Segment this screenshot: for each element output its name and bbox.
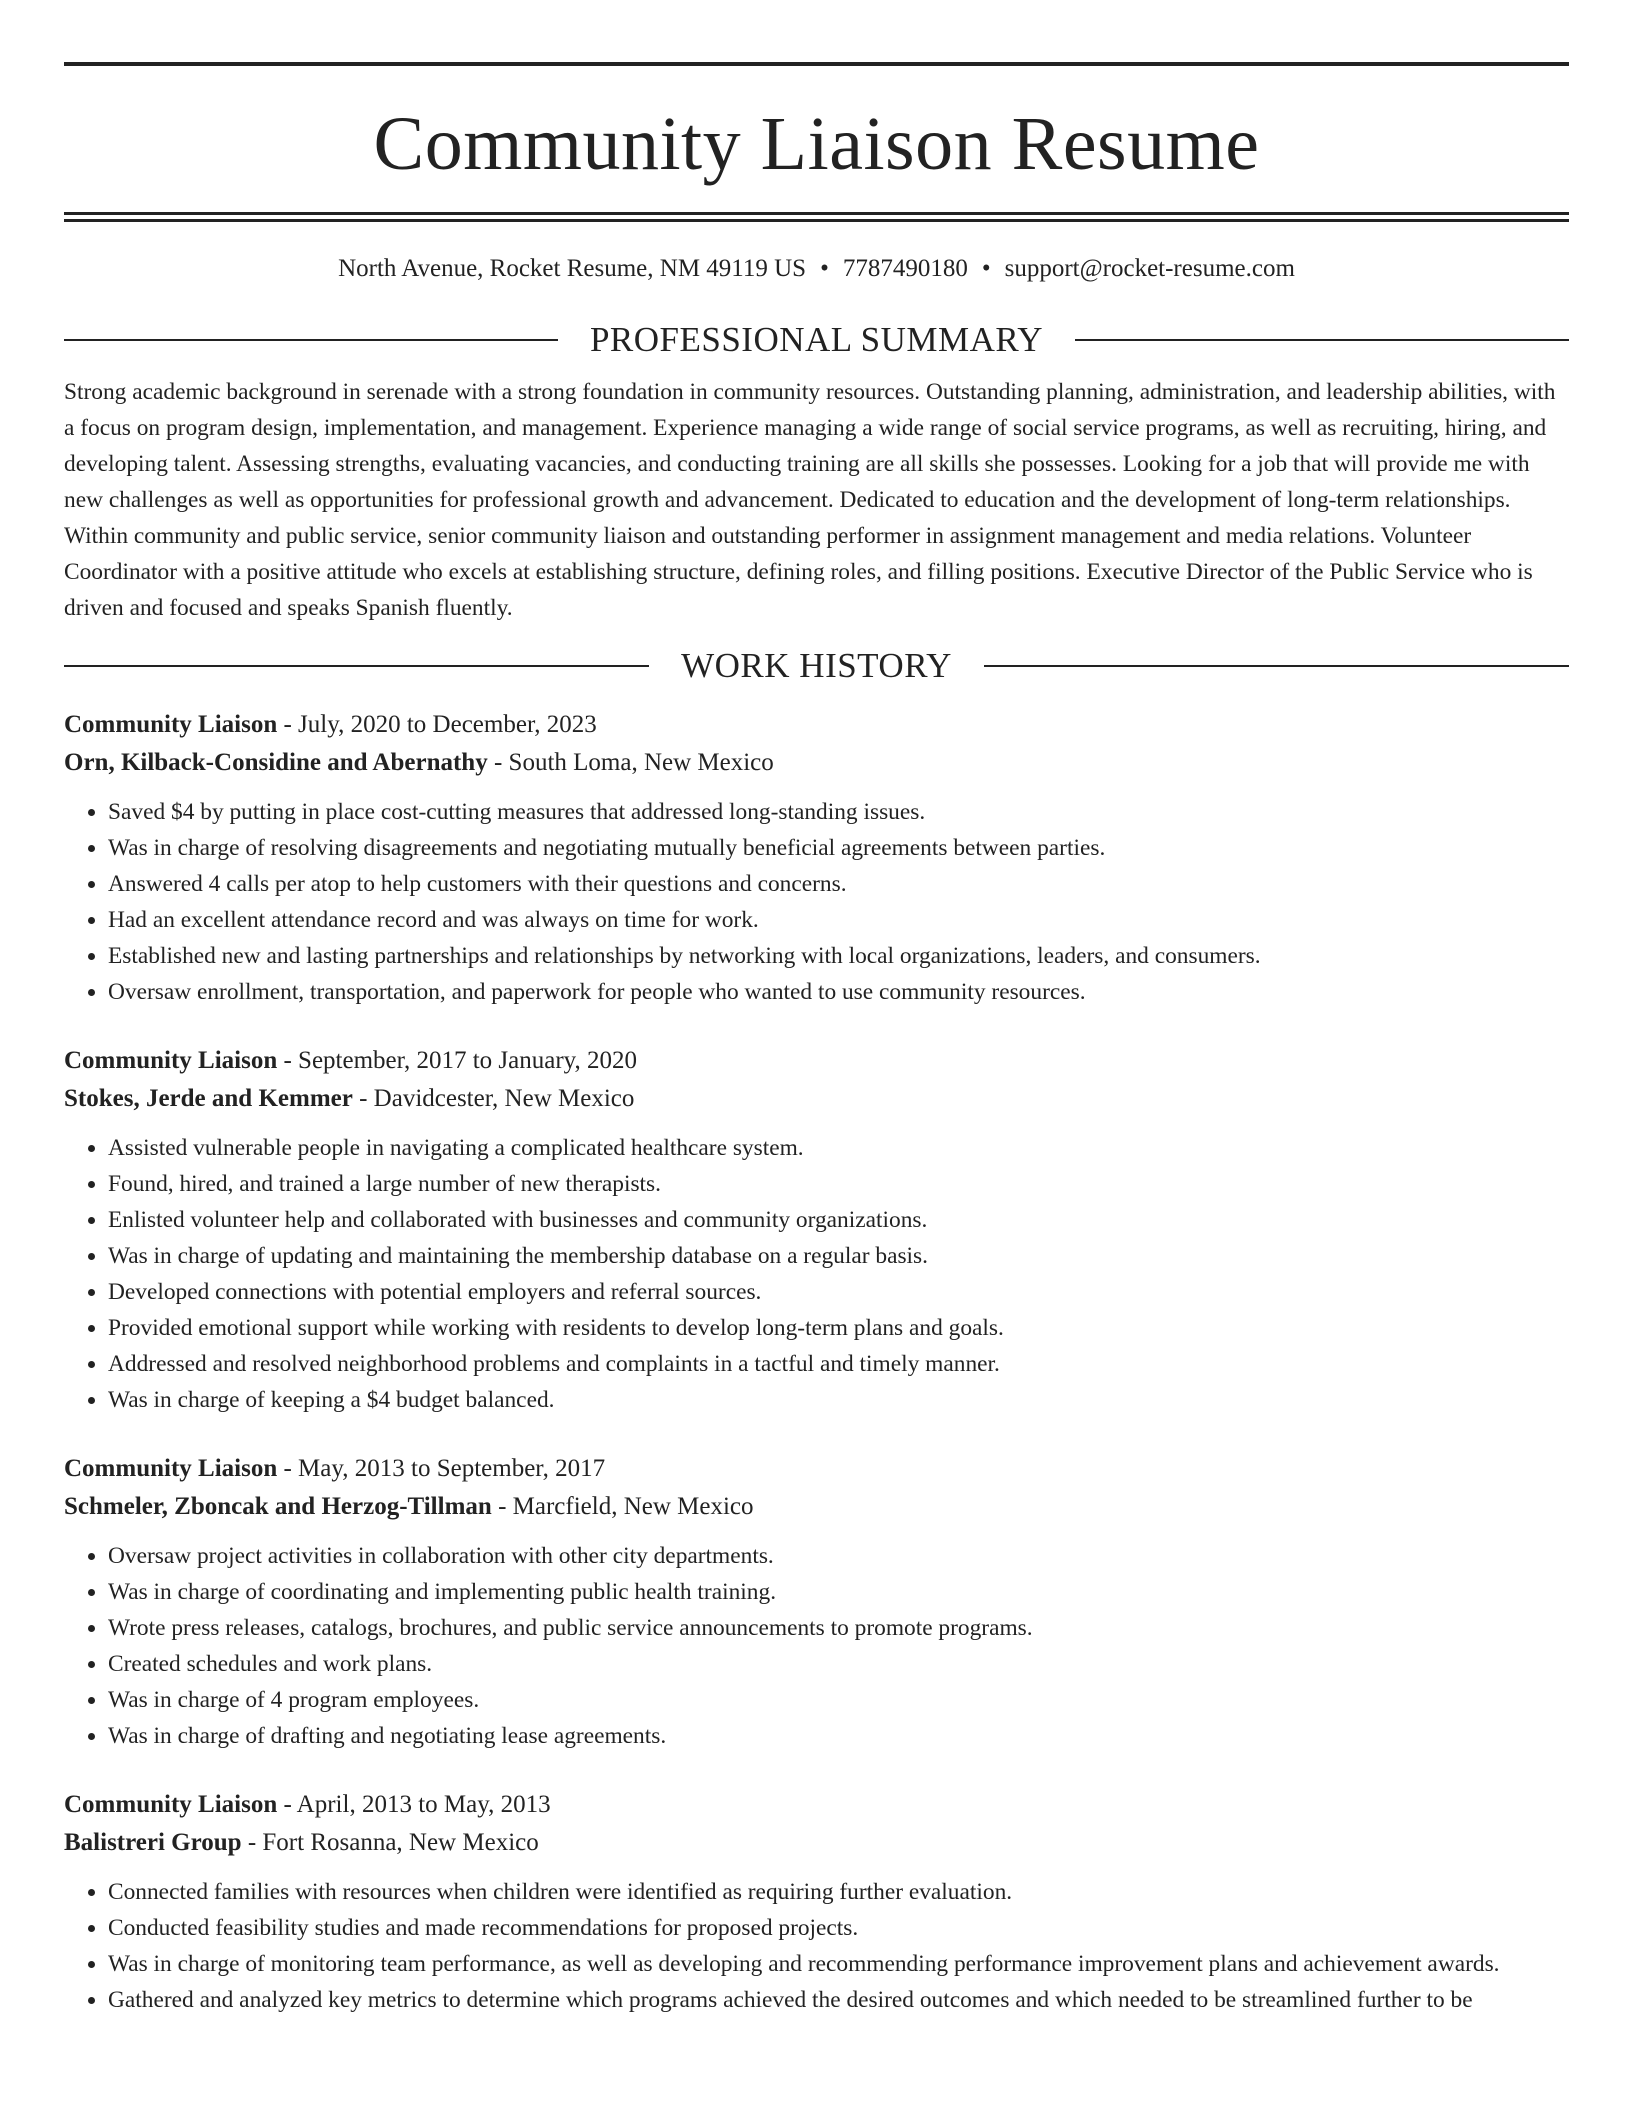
job-company-line — [64, 1080, 1569, 1118]
job-bullet: • Enlisted volunteer help and collaborated with businesses and community organizations. — [108, 1202, 1569, 1238]
summary-heading-label: PROFESSIONAL SUMMARY — [589, 320, 1044, 359]
job-bullet: • Oversaw project activities in collaboration with other city departments. — [108, 1538, 1569, 1574]
job-bullet: • Was in charge of coordinating and implementing public health training. — [108, 1574, 1569, 1610]
heading-rule-right — [984, 665, 1569, 667]
job-title: Community Liaison — [64, 1791, 278, 1818]
job-bullet: • Developed connections with potential employers and referral sources. — [108, 1274, 1569, 1310]
job-entry — [64, 1786, 1569, 2018]
job-bullet: • Saved $4 by putting in place cost-cutting measures that addressed long-standing issues. — [108, 794, 1569, 830]
heading-rule-left — [64, 665, 649, 667]
job-company-line — [64, 1488, 1569, 1526]
job-bullet: • Was in charge of resolving disagreements and negotiating mutually beneficial agreements between parties. — [108, 830, 1569, 866]
job-list — [64, 706, 1569, 2018]
job-dates: - May, 2013 to September, 2017 — [277, 1455, 606, 1482]
job-title-line — [64, 1042, 1569, 1080]
job-bullet: • Connected families with resources when children were identified as requiring further evaluation. — [108, 1874, 1569, 1910]
job-location: - South Loma, New Mexico — [487, 749, 774, 776]
job-bullet-list — [64, 1538, 1569, 1754]
job-dates: - September, 2017 to January, 2020 — [277, 1047, 638, 1074]
job-bullet-list — [64, 1874, 1569, 2018]
job-dates: - July, 2020 to December, 2023 — [277, 711, 597, 738]
heading-rule-right — [1075, 339, 1569, 341]
job-bullet: • Addressed and resolved neighborhood problems and complaints in a tactful and timely manner. — [108, 1346, 1569, 1382]
job-company: Balistreri Group — [64, 1829, 242, 1856]
job-title: Community Liaison — [64, 711, 278, 738]
job-entry — [64, 1450, 1569, 1754]
summary-text: Strong academic background in serenade with a strong foundation in community resources. Outstanding planning, administration, and leadership abilities, with a focus on program design, implementation, and management. Experience managing a wide range of social service programs, as well as recruiting, hiring, and developing talent. Assessing strengths, evaluating vacancies, and conducting training are all skills she possesses. Looking for a job that will provide me with new challenges as well as opportunities for professional growth and advancement. Dedicated to education and the development of long-term relationships. Within community and public service, senior community liaison and outstanding performer in assignment management and media relations. Volunteer Coordinator with a positive attitude who excels at establishing structure, defining roles, and filling positions. Executive Director of the Public Service who is driven and focused and speaks Spanish fluently. — [64, 379, 1556, 621]
contact-address: North Avenue, Rocket Resume, NM 49119 US — [338, 255, 807, 282]
job-bullet-list — [64, 794, 1569, 1010]
job-bullet: • Had an excellent attendance record and was always on time for work. — [108, 902, 1569, 938]
job-dates: - April, 2013 to May, 2013 — [277, 1791, 551, 1818]
job-location: - Fort Rosanna, New Mexico — [241, 1829, 539, 1856]
job-title: Community Liaison — [64, 1047, 278, 1074]
job-bullet: • Oversaw enrollment, transportation, and paperwork for people who wanted to use community resources. — [108, 974, 1569, 1010]
job-bullet: • Was in charge of monitoring team performance, as well as developing and recommending performance improvement plans and achievement awards. — [108, 1946, 1569, 1982]
contact-separator: • — [981, 255, 991, 282]
job-bullet: • Gathered and analyzed key metrics to determine which programs achieved the desired outcomes and which needed to be streamlined further to be — [108, 1982, 1569, 2018]
job-bullet: • Found, hired, and trained a large number of new therapists. — [108, 1166, 1569, 1202]
job-bullet: • Conducted feasibility studies and made recommendations for proposed projects. — [108, 1910, 1569, 1946]
job-title-line — [64, 1786, 1569, 1824]
job-entry — [64, 706, 1569, 1010]
summary-section-heading — [64, 320, 1569, 360]
job-location: - Marcfield, New Mexico — [491, 1493, 754, 1520]
job-title-line — [64, 706, 1569, 744]
contact-email: support@rocket-resume.com — [1004, 255, 1295, 282]
work-history-heading-label: WORK HISTORY — [681, 646, 952, 685]
job-bullet: • Answered 4 calls per atop to help customers with their questions and concerns. — [108, 866, 1569, 902]
job-entry — [64, 1042, 1569, 1418]
job-company-line — [64, 744, 1569, 782]
job-bullet: • Was in charge of drafting and negotiating lease agreements. — [108, 1718, 1569, 1754]
page-title: Community Liaison Resume — [373, 102, 1260, 186]
title-double-rule — [64, 212, 1569, 222]
job-bullet: • Established new and lasting partnerships and relationships by networking with local organizations, leaders, and consumers. — [108, 938, 1569, 974]
job-bullet: • Was in charge of updating and maintaining the membership database on a regular basis. — [108, 1238, 1569, 1274]
contact-line — [64, 254, 1569, 284]
job-company: Schmeler, Zboncak and Herzog-Tillman — [64, 1493, 492, 1520]
job-bullet: • Created schedules and work plans. — [108, 1646, 1569, 1682]
work-history-section-heading — [64, 646, 1569, 686]
job-title: Community Liaison — [64, 1455, 278, 1482]
job-bullet-list — [64, 1130, 1569, 1418]
job-title-line — [64, 1450, 1569, 1488]
job-bullet: • Was in charge of 4 program employees. — [108, 1682, 1569, 1718]
job-company-line — [64, 1824, 1569, 1862]
job-bullet: • Wrote press releases, catalogs, brochures, and public service announcements to promote programs. — [108, 1610, 1569, 1646]
resume-page — [64, 62, 1569, 2018]
job-bullet: • Provided emotional support while working with residents to develop long-term plans and goals. — [108, 1310, 1569, 1346]
job-company: Stokes, Jerde and Kemmer — [64, 1085, 353, 1112]
heading-rule-left — [64, 339, 558, 341]
contact-separator: • — [820, 255, 829, 282]
job-location: - Davidcester, New Mexico — [352, 1085, 635, 1112]
job-bullet: • Was in charge of keeping a $4 budget balanced. — [108, 1382, 1569, 1418]
contact-phone: 7787490180 — [842, 255, 968, 282]
top-rule — [64, 62, 1569, 66]
job-company: Orn, Kilback-Considine and Abernathy — [64, 749, 488, 776]
job-bullet: • Assisted vulnerable people in navigating a complicated healthcare system. — [108, 1130, 1569, 1166]
